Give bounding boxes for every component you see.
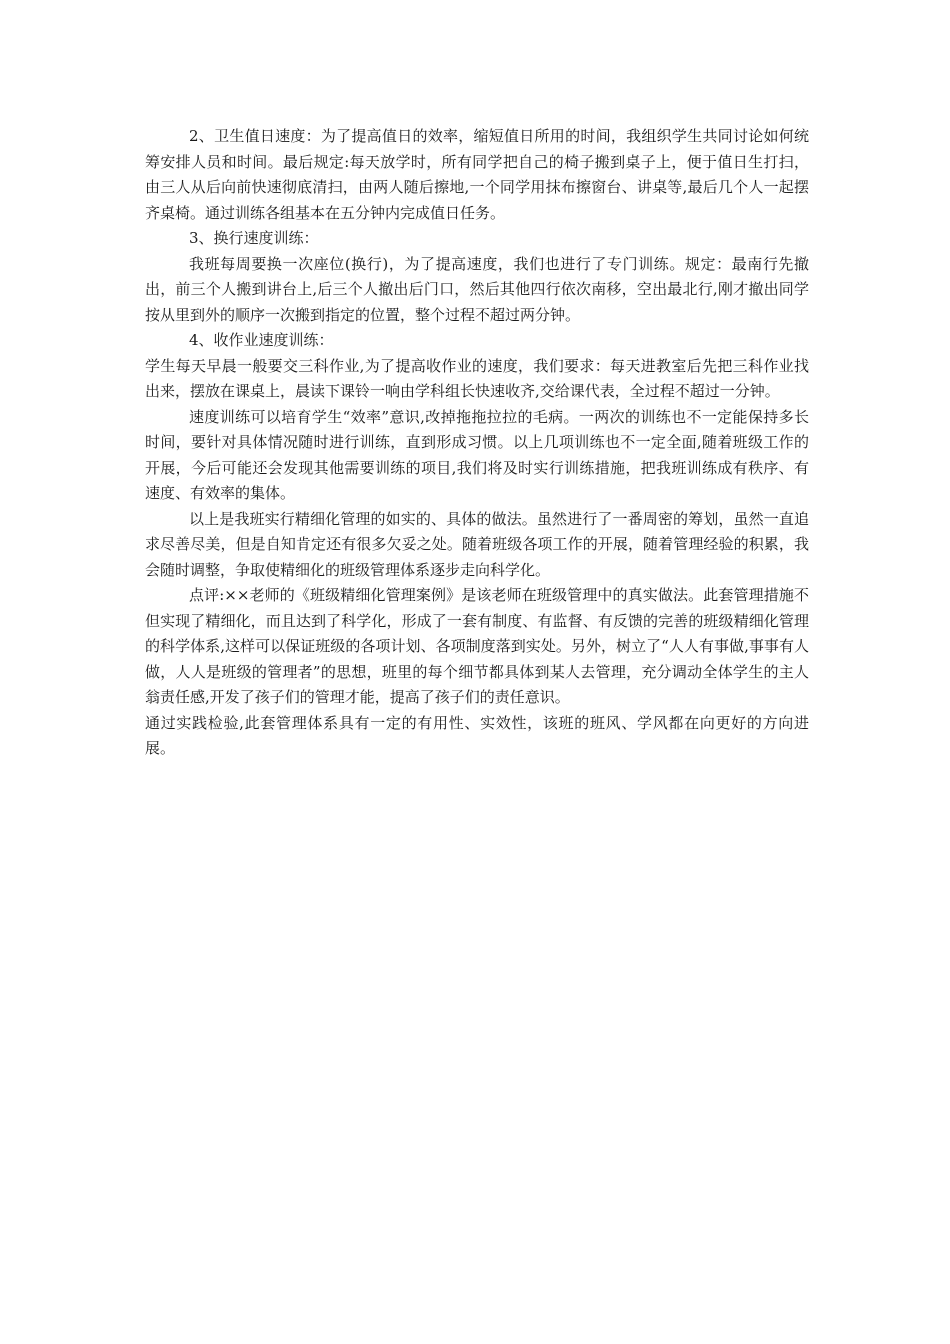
paragraph-conclusion: 通过实践检验,此套管理体系具有一定的有用性、实效性，该班的班风、学风都在向更好的方向进展。 (145, 713, 809, 757)
paragraph-speed-training: 速度训练可以培育学生“效率”意识,改掉拖拖拉拉的毛病。一两次的训练也不一定能保持多长时间，要针对具体情况随时进行训练，直到形成习惯。以上几项训练也不一定全面,随着班级工作的开展，今后可能还会发现其他需要训练的项目,我们将及时实行训练措施，把我班训练成有秩序、有速度、有效率的集体。 (145, 407, 809, 502)
paragraph-homework: 学生每天早晨一般要交三科作业,为了提高收作业的速度，我们要求：每天进教室后先把三科作业找出来，摆放在课桌上，晨读下课铃一响由学科组长快速收齐,交给课代表，全过程不超过一分钟。 (145, 356, 809, 400)
paragraph-row-change: 我班每周要换一次座位(换行)，为了提高速度，我们也进行了专门训练。规定：最南行先撤出，前三个人搬到讲台上,后三个人撤出后门口，然后其他四行依次南移，空出最北行,刚才撤出同学按从里到外的顺序一次搬到指定的位置，整个过程不超过两分钟。 (145, 254, 809, 324)
heading-row-change-speed: 3、换行速度训练： (189, 229, 319, 247)
paragraph-hygiene-speed: 2、卫生值日速度：为了提高值日的效率，缩短值日所用的时间，我组织学生共同讨论如何统筹安排人员和时间。最后规定:每天放学时，所有同学把自己的椅子搬到桌子上，便于值日生打扫，由三人从后向前快速彻底清扫，由两人随后擦地,一个同学用抹布擦窗台、讲桌等,最后几个人一起摆齐桌椅。通过训练各组基本在五分钟内完成值日任务。 (145, 127, 809, 222)
heading-homework-speed: 4、收作业速度训练： (189, 331, 334, 349)
paragraph-comment: 点评:××老师的《班级精细化管理案例》是该老师在班级管理中的真实做法。此套管理措施不但实现了精细化，而且达到了科学化，形成了一套有制度、有监督、有反馈的完善的班级精细化管理的科学体系,这样可以保证班级的各项计划、各项制度落到实处。另外，树立了“人人有事做,事事有人做，人人是班级的管理者”的思想，班里的每个细节都具体到某人去管理，充分调动全体学生的主人翁责任感,开发了孩子们的管理才能，提高了孩子们的责任意识。 (145, 586, 809, 706)
paragraph-summary: 以上是我班实行精细化管理的如实的、具体的做法。虽然进行了一番周密的筹划，虽然一直追求尽善尽美，但是自知肯定还有很多欠妥之处。随着班级各项工作的开展，随着管理经验的积累，我会随时调整，争取使精细化的班级管理体系逐步走向科学化。 (145, 509, 809, 579)
document-body (145, 124, 809, 762)
